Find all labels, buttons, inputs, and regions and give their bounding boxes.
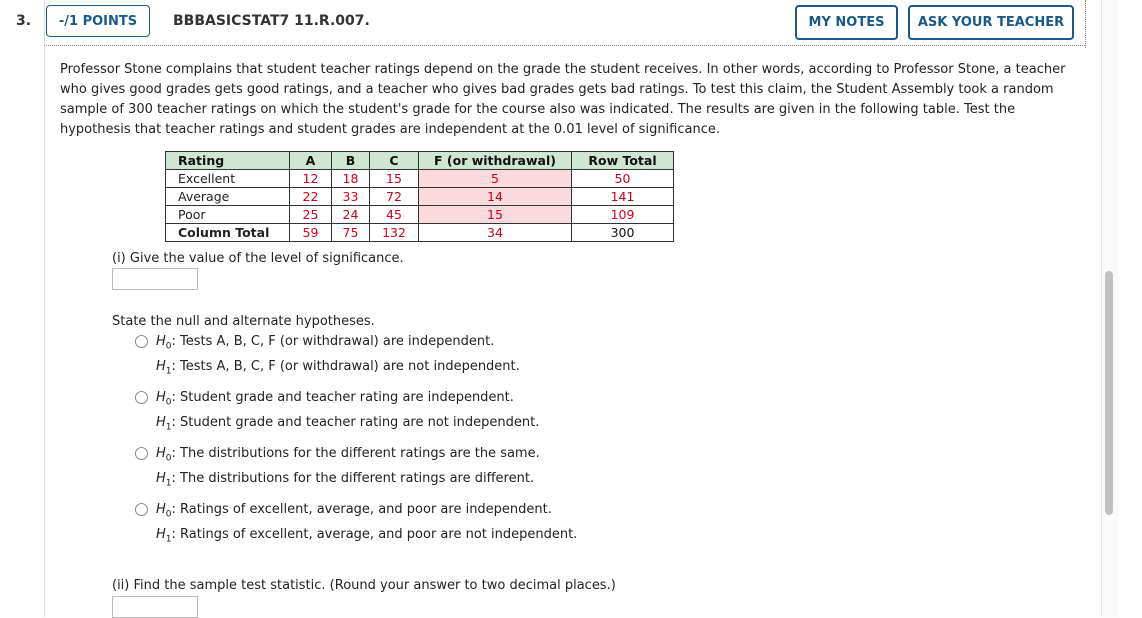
row-label: Column Total — [166, 224, 290, 242]
hypothesis-option-2-h0: $H_0$: Student grade and teacher rating are independent. — [156, 390, 514, 408]
cell: 5 — [419, 170, 572, 188]
table-total-row — [166, 224, 674, 242]
table-row — [166, 188, 674, 206]
hypotheses-prompt: State the null and alternate hypotheses. — [112, 314, 375, 329]
scrollbar-thumb[interactable] — [1105, 271, 1113, 515]
test-statistic-input[interactable] — [112, 596, 198, 618]
question-number: 3. — [16, 13, 32, 29]
col-header-a: A — [290, 152, 332, 170]
cell: 33 — [332, 188, 370, 206]
hypothesis-option-3-h0: $H_0$: The distributions for the different ratings are the same. — [156, 446, 540, 464]
hypothesis-option-3-radio[interactable] — [135, 447, 148, 460]
hypothesis-option-2-h1: $H_1$: Student grade and teacher rating are not independent. — [156, 415, 540, 433]
table-row — [166, 206, 674, 224]
col-header-f: F (or withdrawal) — [419, 152, 572, 170]
col-header-rating: Rating — [166, 152, 290, 170]
hypothesis-option-1-h0: $H_0$: Tests A, B, C, F (or withdrawal) are independent. — [156, 334, 495, 352]
cell: 141 — [572, 188, 674, 206]
cell: 59 — [290, 224, 332, 242]
hypothesis-option-2-radio[interactable] — [135, 391, 148, 404]
question-code: BBBASICSTAT7 11.R.007. — [173, 13, 370, 29]
col-header-c: C — [370, 152, 419, 170]
cell: 14 — [419, 188, 572, 206]
left-border-line — [44, 0, 45, 617]
significance-level-input[interactable] — [112, 268, 198, 290]
table-row — [166, 170, 674, 188]
header-divider — [44, 45, 1085, 46]
cell: 50 — [572, 170, 674, 188]
cell: 109 — [572, 206, 674, 224]
header-right-divider — [1085, 0, 1086, 48]
cell: 18 — [332, 170, 370, 188]
row-label: Poor — [166, 206, 290, 224]
row-label: Average — [166, 188, 290, 206]
cell: 12 — [290, 170, 332, 188]
question-intro: Professor Stone complains that student teacher ratings depend on the grade the student receives. In other words, according to Professor Stone, a teacher who gives good grades gets good ratings, and a teacher who gives bad grades gets bad ratings. To test this claim, the Student Assembly took a random sample of 300 teacher ratings on which the student's grade for the course also was indicated. The results are given in the following table. Test the hypothesis that teacher ratings and student grades are independent at the 0.01 level of significance. — [60, 62, 1066, 137]
cell: 34 — [419, 224, 572, 242]
points-button[interactable]: -/1 POINTS — [46, 5, 150, 37]
col-header-row-total: Row Total — [572, 152, 674, 170]
hypothesis-option-1-h1: $H_1$: Tests A, B, C, F (or withdrawal) are not independent. — [156, 359, 520, 377]
question-header — [0, 0, 1090, 44]
part1-prompt: (i) Give the value of the level of significance. — [112, 251, 404, 266]
hypothesis-option-3-h1: $H_1$: The distributions for the different ratings are different. — [156, 471, 535, 489]
cell: 72 — [370, 188, 419, 206]
part2-prompt: (ii) Find the sample test statistic. (Round your answer to two decimal places.) — [112, 578, 616, 593]
ratings-table — [165, 151, 674, 242]
cell: 25 — [290, 206, 332, 224]
cell: 75 — [332, 224, 370, 242]
hypothesis-option-1-radio[interactable] — [135, 335, 148, 348]
row-label: Excellent — [166, 170, 290, 188]
hypothesis-option-4-h0: $H_0$: Ratings of excellent, average, and poor are independent. — [156, 502, 552, 520]
cell: 45 — [370, 206, 419, 224]
cell: 300 — [572, 224, 674, 242]
my-notes-button[interactable]: MY NOTES — [795, 5, 898, 40]
hypothesis-option-4-radio[interactable] — [135, 503, 148, 516]
col-header-b: B — [332, 152, 370, 170]
cell: 22 — [290, 188, 332, 206]
cell: 24 — [332, 206, 370, 224]
ask-your-teacher-button[interactable]: ASK YOUR TEACHER — [908, 5, 1074, 40]
hypothesis-option-4-h1: $H_1$: Ratings of excellent, average, and poor are not independent. — [156, 527, 578, 545]
cell: 132 — [370, 224, 419, 242]
table-header-row — [166, 152, 674, 170]
cell: 15 — [370, 170, 419, 188]
cell: 15 — [419, 206, 572, 224]
